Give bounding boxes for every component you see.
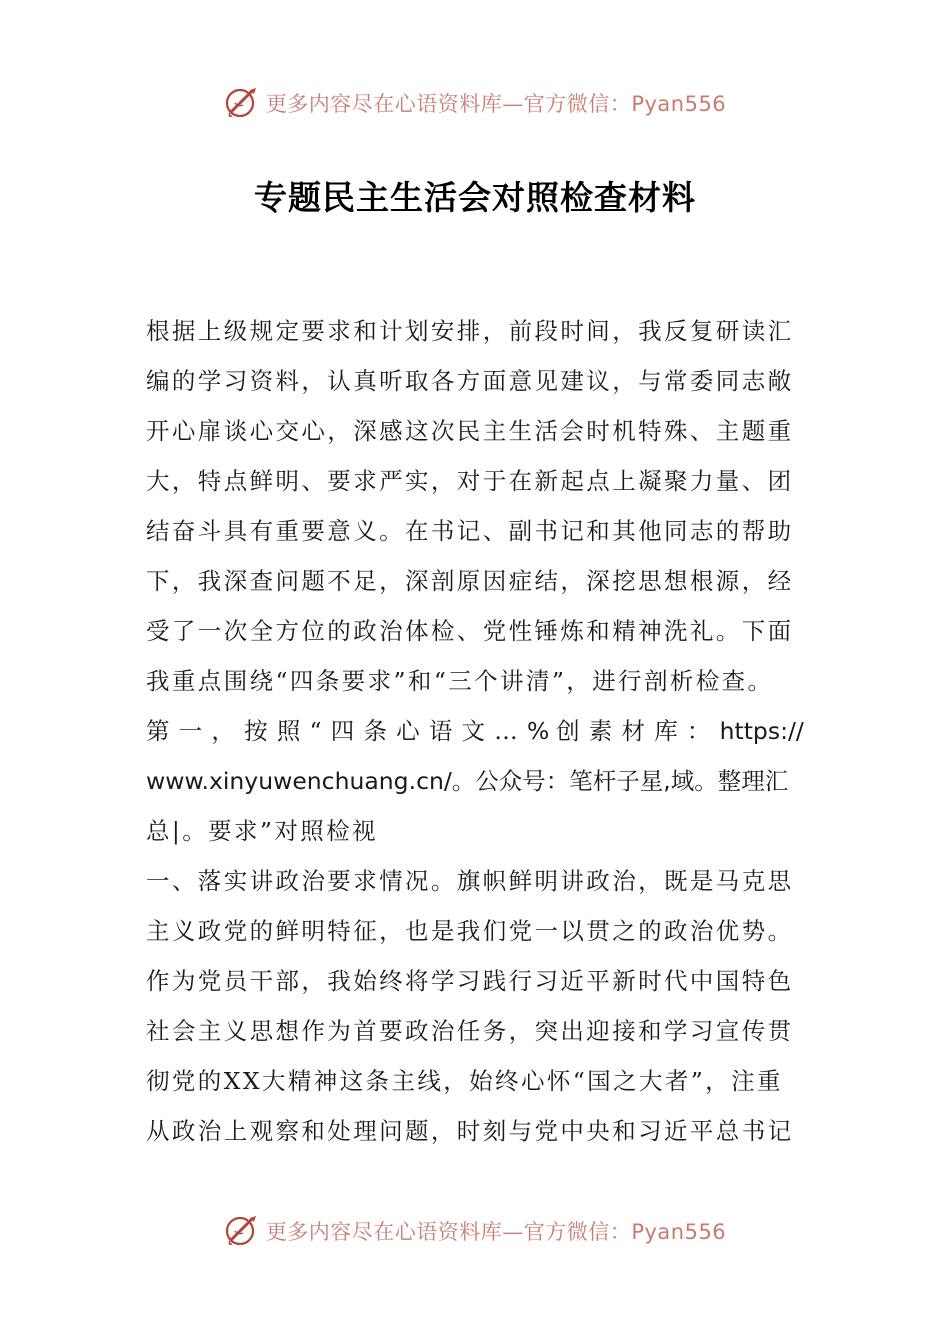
heading-char: …: [494, 717, 521, 745]
heading-char: ：: [686, 717, 713, 745]
wechat-id: Pyan556: [631, 1220, 727, 1244]
heading-char: 材: [621, 717, 648, 745]
banner-text: 更多内容尽在心语资料库—官方微信：: [265, 92, 632, 116]
text-line: 一、落实讲政治要求情况。旗帜鲜明讲政治，既是马克思: [146, 867, 794, 895]
pen-logo-icon: [224, 85, 260, 121]
heading-char: 四: [330, 717, 357, 745]
text-line: 总|。要求”对照检视: [146, 817, 378, 845]
text-line: 作为党员干部，我始终将学习践行习近平新时代中国特色: [146, 967, 794, 995]
text-line: 社会主义思想作为首要政治任务，突出迎接和学习宣传贯: [146, 1017, 794, 1045]
text-line: 编的学习资料，认真听取各方面意见建议，与常委同志敞: [146, 367, 794, 395]
heading-char: 库: [654, 717, 681, 745]
heading-char: 一: [178, 717, 205, 745]
text-line: 下，我深查问题不足，深剖原因症结，深挖思想根源，经: [146, 567, 794, 595]
footer-banner: [0, 1206, 950, 1256]
heading-char: %: [526, 717, 550, 745]
banner-text: 更多内容尽在心语资料库—官方微信：: [265, 1220, 632, 1244]
text-line: 结奋斗具有重要意义。在书记、副书记和其他同志的帮助: [146, 517, 794, 545]
document-body: [146, 306, 804, 1156]
header-banner: [0, 78, 950, 128]
heading-char: 创: [556, 717, 582, 745]
heading-char: “: [309, 717, 324, 745]
text-line: 彻党的XX大精神这条主线，始终心怀“国之大者”，注重: [146, 1067, 783, 1095]
heading-char: 第: [146, 717, 172, 745]
pen-logo-icon: [224, 1213, 260, 1249]
text-line: 开心扉谈心交心，深感这次民主生活会时机特殊、主题重: [146, 417, 794, 445]
text-line: 我重点围绕“四条要求”和“三个讲清”，进行剖析检查。: [146, 667, 774, 695]
section-heading-line: [146, 706, 804, 756]
heading-char: 条: [363, 717, 390, 745]
text-line: 受了一次全方位的政治体检、党性锤炼和精神洗礼。下面: [146, 617, 794, 645]
heading-char: 按: [244, 717, 271, 745]
heading-char: 素: [588, 717, 615, 745]
heading-char: 心: [396, 717, 423, 745]
wechat-id: Pyan556: [631, 92, 727, 116]
heading-char: 文: [461, 717, 488, 745]
text-line: 根据上级规定要求和计划安排，前段时间，我反复研读汇: [146, 317, 794, 345]
heading-char: 语: [428, 717, 455, 745]
heading-char: ，: [211, 717, 238, 745]
document-title: 专题民主生活会对照检查材料: [254, 178, 696, 217]
text-line: 大，特点鲜明、要求严实，对于在新起点上凝聚力量、团: [146, 467, 794, 495]
heading-char: https://: [719, 717, 804, 745]
text-line: 主义政党的鲜明特征，也是我们党一以贯之的政治优势。: [146, 917, 794, 945]
heading-char: 照: [276, 717, 303, 745]
text-line: 从政治上观察和处理问题，时刻与党中央和习近平总书记: [146, 1117, 794, 1145]
paragraph-intro: [146, 306, 804, 1156]
text-line: www.xinyuwenchuang.cn/。公众号：笔杆子星,域。整理汇: [146, 767, 789, 795]
